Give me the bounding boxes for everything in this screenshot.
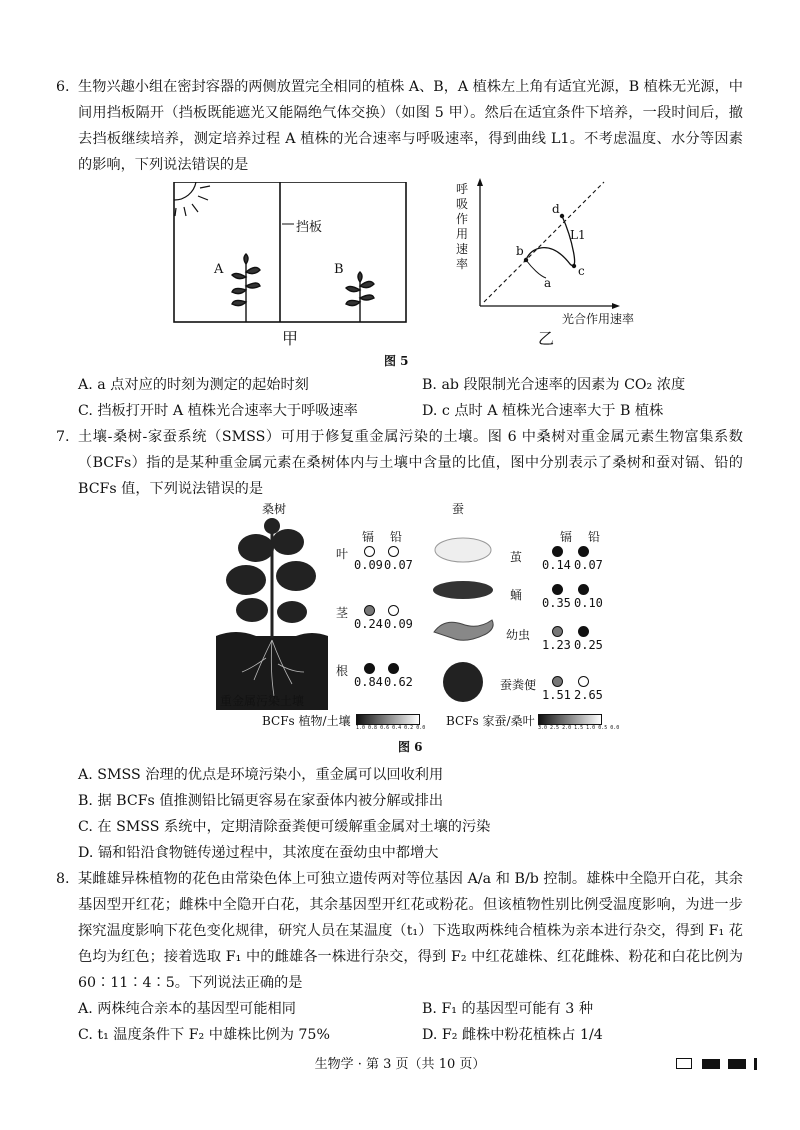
q8-number: 8. [56, 871, 70, 887]
mulberry-leaf-cd: 0.09 [354, 558, 383, 572]
fig6-caption: 图 6 [398, 740, 423, 754]
silkworm-pupa-pb-dot [578, 584, 589, 595]
plant-a-icon [232, 254, 260, 322]
silkworm-cocoon-pb: 0.07 [574, 558, 603, 572]
yi-point-d: d [552, 202, 560, 216]
plant-b-label: B [334, 262, 344, 277]
silkworm-cocoon-cd: 0.14 [542, 558, 571, 572]
mulberry-part: 茎 [336, 606, 349, 620]
silkworm-cocoon-cd-dot [552, 546, 563, 557]
page-footer: 生物学 · 第 3 页（共 10 页） [314, 1057, 486, 1072]
fig-jia-caption: 甲 [282, 329, 299, 348]
yi-point-a: a [544, 276, 552, 290]
q6-option-d: D. c 点时 A 植株光合速率大于 B 植株 [422, 403, 664, 419]
silkworm-images [428, 536, 498, 706]
silkworm-col-pb: 铅 [588, 530, 601, 544]
silkworm-larva-cd-dot [552, 626, 563, 637]
silkworm-larva-pb: 0.25 [574, 638, 603, 652]
mulberry-root-pb-dot [388, 663, 399, 674]
silkworm-part: 蚕粪便 [500, 678, 537, 692]
silkworm-larva-cd: 1.23 [542, 638, 571, 652]
q8-stem: 某雌雄异株植物的花色由常染色体上可独立遗传两对等位基因 A/a 和 B/b 控制。雄株中全隐开白花，其余基因型开红花；雌株中全隐开白花，其余基因型开红花或粉花。但该植物性别比例受温度影响，为进一步探究温度影响下花色变化规律，研究人员在某温度（t₁）下选取两株纯合植株为亲本进行杂交，得到 F₁ 花色均为红色；接着选取 F₁ 中的雌雄各一株进行杂交，得到 F₂ 中红花雄株、红花雌株、粉花和白花比例为 60∶11∶4∶5。下列说法正确的是 [78, 871, 743, 991]
yi-curve-label: L1 [570, 228, 586, 242]
mulberry-leaf-pb-dot [388, 546, 399, 557]
sealed-container-diagram [170, 182, 410, 342]
silkworm-feces-cd: 1.51 [542, 688, 571, 702]
q6-number: 6. [56, 79, 70, 95]
plant-b-icon [346, 272, 374, 322]
silkworm-pupa-pb: 0.10 [574, 596, 603, 610]
sun-icon [174, 182, 210, 216]
fig5-yi [470, 178, 620, 318]
mulberry-stem-cd-dot [364, 605, 375, 616]
mark-solid [702, 1059, 720, 1069]
q7-option-a: A. SMSS 治理的优点是环境污染小，重金属可以回收利用 [78, 767, 444, 783]
q8-option-a: A. 两株纯合亲本的基因型可能相同 [78, 1001, 296, 1017]
silkworm-part: 幼虫 [506, 628, 531, 642]
mulberry-col-cd: 镉 [362, 530, 375, 544]
mark-bar [754, 1058, 757, 1070]
silkworm-larva-pb-dot [578, 626, 589, 637]
rate-graph [470, 178, 620, 318]
yi-point-b: b [516, 244, 524, 258]
q6-option-c: C. 挡板打开时 A 植株光合速率大于呼吸速率 [78, 403, 358, 419]
mulberry-part: 根 [336, 664, 349, 678]
q7-stem: 土壤-桑树-家蚕系统（SMSS）可用于修复重金属污染的土壤。图 6 中桑树对重金属元素生物富集系数（BCFs）指的是某种重金属元素在桑树体内与土壤中含量的比值，图中分别表示了桑树和蚕对镉、铅的 BCFs 值，下列说法错误的是 [78, 429, 743, 497]
silkworm-pupa-cd: 0.35 [542, 596, 571, 610]
fig5-jia [170, 182, 410, 342]
mulberry-root-cd-dot [364, 663, 375, 674]
mulberry-stem-pb: 0.09 [384, 617, 413, 631]
q7-number: 7. [56, 429, 70, 445]
q6-option-a: A. a 点对应的时刻为测定的起始时刻 [78, 377, 309, 393]
silkworm-feces-pb: 2.65 [574, 688, 603, 702]
mulberry-leaf-pb: 0.07 [384, 558, 413, 572]
mulberry-image [216, 518, 328, 710]
plant-a-label: A [214, 262, 224, 277]
mulberry-scale-label: BCFs 植物/土壤 [262, 714, 351, 728]
q6-stem: 生物兴趣小组在密封容器的两侧放置完全相同的植株 A、B，A 植株左上角有适宜光源，B 植株无光源，中间用挡板隔开（挡板既能遮光又能隔绝气体交换）（如图 5 甲）。然后在适宜条件下培养，一段时间后，撤去挡板继续培养，测定培养过程 A 植株的光合速率与呼吸速率，得到曲线 L1。不考虑温度、水分等因素的影响，下列说法错误的是 [78, 79, 743, 173]
mulberry-stem-pb-dot [388, 605, 399, 616]
mulberry-stem-cd: 0.24 [354, 617, 383, 631]
q7-option-c: C. 在 SMSS 系统中，定期清除蚕粪便可缓解重金属对土壤的污染 [78, 819, 491, 835]
mulberry-leaf-cd-dot [364, 546, 375, 557]
q8-option-c: C. t₁ 温度条件下 F₂ 中雄株比例为 75% [78, 1027, 330, 1043]
q8-option-b: B. F₁ 的基因型可能有 3 种 [422, 1001, 594, 1017]
silkworm-title: 蚕 [452, 502, 465, 516]
mark-solid [728, 1059, 746, 1069]
mulberry-scale-bar [356, 714, 420, 725]
fig-yi-caption: 乙 [538, 329, 555, 348]
fig5-caption: 图 5 [384, 354, 409, 368]
mulberry-scale-ticks: 1.0 0.8 0.6 0.4 0.2 0.0 [356, 725, 426, 731]
soil-label: 重金属污染土壤 [220, 694, 305, 708]
silkworm-scale-bar [538, 714, 602, 725]
mulberry-part: 叶 [336, 547, 349, 561]
mulberry-root-cd: 0.84 [354, 675, 383, 689]
mulberry-col-pb: 铅 [390, 530, 403, 544]
q8-option-d: D. F₂ 雌株中粉花植株占 1/4 [422, 1027, 603, 1043]
yi-xlabel: 光合作用速率 [562, 312, 635, 326]
silkworm-part: 蛹 [510, 588, 523, 602]
silkworm-scale-ticks: 3.0 2.5 2.0 1.5 1.0 0.5 0.0 [538, 725, 620, 731]
silkworm-cocoon-pb-dot [578, 546, 589, 557]
mark-outline [676, 1058, 692, 1069]
silkworm-part: 茧 [510, 550, 523, 564]
corner-marks [676, 1058, 760, 1070]
q7-option-b: B. 据 BCFs 值推测铅比镉更容易在家蚕体内被分解或排出 [78, 793, 444, 809]
silkworm-col-cd: 镉 [560, 530, 573, 544]
q7-option-d: D. 镉和铅沿食物链传递过程中，其浓度在蚕幼虫中都增大 [78, 845, 439, 861]
silkworm-pupa-cd-dot [552, 584, 563, 595]
q6-option-b: B. ab 段限制光合速率的因素为 CO₂ 浓度 [422, 377, 686, 393]
mulberry-tree-icon [216, 518, 328, 710]
silkworm-feces-cd-dot [552, 676, 563, 687]
silkworm-scale-label: BCFs 家蚕/桑叶 [446, 714, 535, 728]
yi-point-c: c [578, 264, 585, 278]
silkworm-stages-icon [428, 536, 498, 706]
mulberry-title: 桑树 [262, 502, 287, 516]
silkworm-feces-pb-dot [578, 676, 589, 687]
yi-ylabel: 呼吸作用速率 [456, 182, 469, 271]
mulberry-root-pb: 0.62 [384, 675, 413, 689]
partition-label: 挡板 [296, 220, 323, 235]
